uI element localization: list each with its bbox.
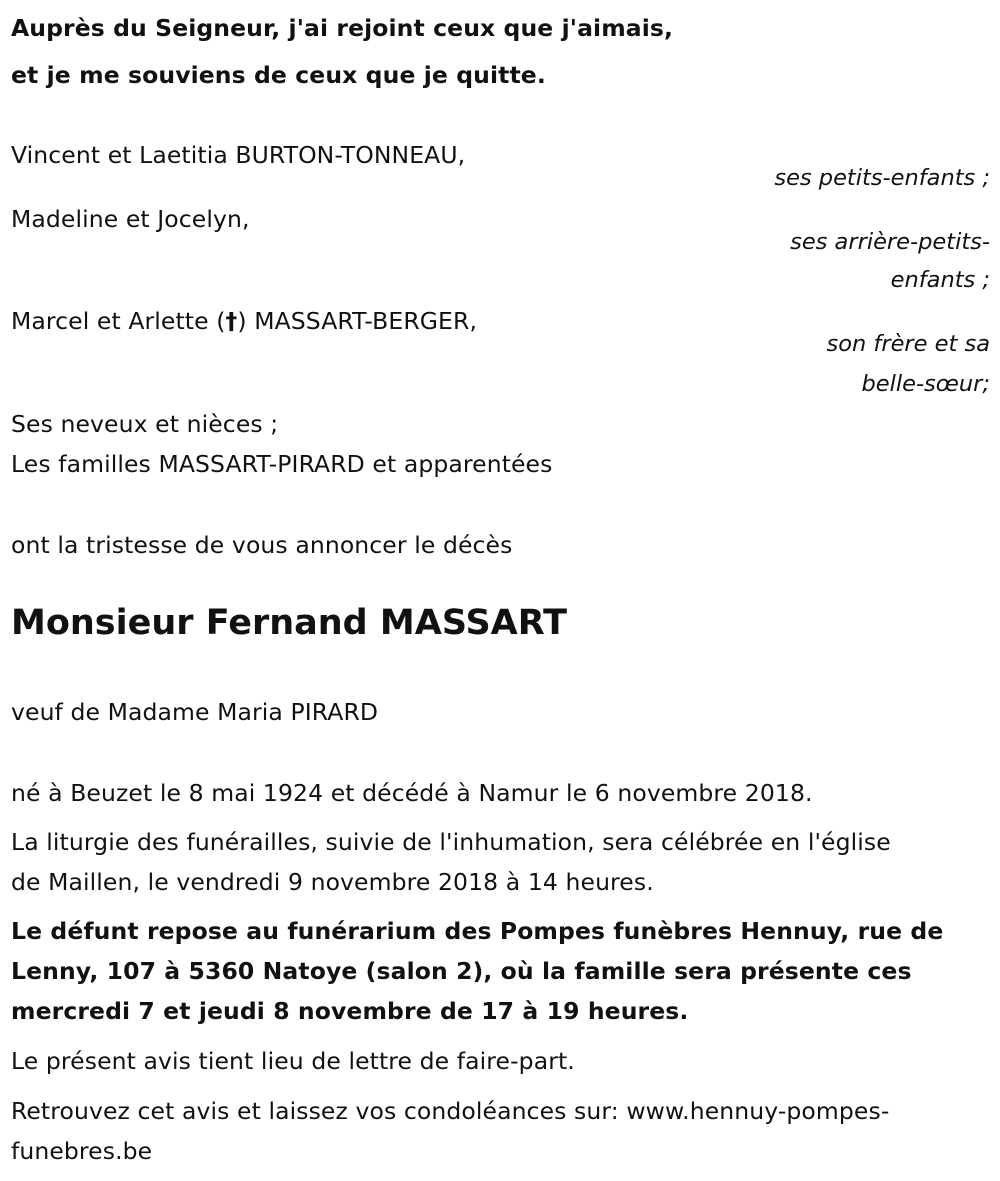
- cross-icon: †: [225, 307, 238, 335]
- condolences-line-2: funebres.be: [11, 1137, 153, 1165]
- relation-great-grandchildren-line-1: ses arrière-petits-: [790, 229, 990, 255]
- spouse-info: veuf de Madame Maria PIRARD: [11, 698, 379, 726]
- epitaph-line-2: et je me souviens de ceux que je quitte.: [11, 61, 546, 89]
- visitation-line-1: Le défunt repose au funérarium des Pompes funèbres Hennuy, rue de: [11, 917, 944, 945]
- relation-grandchildren: ses petits-enfants ;: [774, 165, 990, 191]
- visitation-line-3: mercredi 7 et jeudi 8 novembre de 17 à 19 heures.: [11, 997, 689, 1025]
- name-suffix: ) MASSART-BERGER,: [237, 307, 478, 335]
- visitation-line-2: Lenny, 107 à 5360 Natoye (salon 2), où la famille sera présente ces: [11, 957, 912, 985]
- relation-brother-line-1: son frère et sa: [826, 331, 990, 357]
- nephews-nieces: Ses neveux et nièces ;: [11, 410, 279, 438]
- family-member-grandchildren: Vincent et Laetitia BURTON-TONNEAU,: [11, 141, 466, 169]
- ceremony-line-2: de Maillen, le vendredi 9 novembre 2018 à 14 heures.: [11, 868, 654, 896]
- announcement: ont la tristesse de vous annoncer le décès: [11, 531, 513, 559]
- family-member-great-grandchildren: Madeline et Jocelyn,: [11, 205, 250, 233]
- notice-text: Le présent avis tient lieu de lettre de faire-part.: [11, 1047, 575, 1075]
- relation-brother-line-2: belle-sœur;: [861, 371, 990, 397]
- epitaph-line-1: Auprès du Seigneur, j'ai rejoint ceux que j'aimais,: [11, 14, 674, 42]
- deceased-name: Monsieur Fernand MASSART: [11, 603, 568, 643]
- birth-death-dates: né à Beuzet le 8 mai 1924 et décédé à Namur le 6 novembre 2018.: [11, 779, 813, 807]
- families: Les familles MASSART-PIRARD et apparentées: [11, 450, 553, 478]
- condolences-line-1: Retrouvez cet avis et laissez vos condoléances sur: www.hennuy-pompes-: [11, 1097, 890, 1125]
- family-member-brother: [11, 307, 477, 335]
- relation-great-grandchildren-line-2: enfants ;: [890, 267, 990, 293]
- name-prefix: Marcel et Arlette (: [11, 307, 226, 335]
- ceremony-line-1: La liturgie des funérailles, suivie de l'inhumation, sera célébrée en l'église: [11, 828, 891, 856]
